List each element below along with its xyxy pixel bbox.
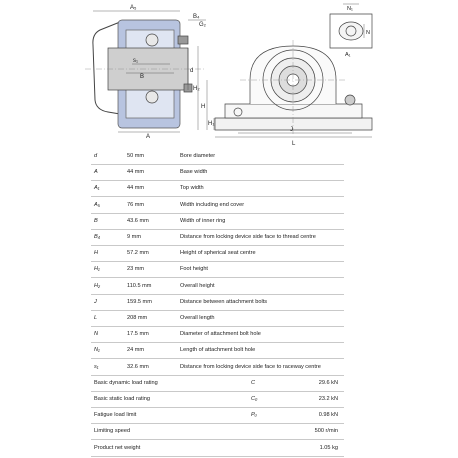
dimension-symbol: A₁ bbox=[94, 185, 100, 192]
dimension-symbol: B₄ bbox=[94, 234, 100, 240]
dimension-description: Width of inner ring bbox=[180, 217, 226, 224]
dimension-symbol: s₁ bbox=[94, 363, 99, 370]
label-h2: H₂ bbox=[193, 86, 200, 92]
label-j: J bbox=[290, 127, 293, 133]
dimension-symbol: J bbox=[94, 298, 97, 305]
property-row bbox=[91, 407, 344, 424]
dimension-value: 110.5 mm bbox=[127, 282, 152, 289]
section-view bbox=[85, 11, 206, 132]
dimension-value: 50 mm bbox=[127, 153, 145, 159]
property-value: 29.6 kN bbox=[318, 379, 338, 386]
property-value: 23.2 kN bbox=[318, 396, 338, 402]
ball-top bbox=[146, 34, 158, 46]
property-label: Product net weight bbox=[94, 444, 141, 451]
label-g2: G₂ bbox=[199, 22, 206, 28]
dimension-value: 44 mm bbox=[127, 185, 145, 192]
dimension-value: 24 mm bbox=[127, 347, 145, 354]
dimension-description: Diameter of attachment bolt hole bbox=[180, 331, 261, 338]
property-row bbox=[91, 391, 344, 408]
dimension-symbol: L bbox=[94, 315, 98, 321]
dimension-description: Distance between attachment bolts bbox=[180, 298, 268, 305]
dimension-symbol: A bbox=[94, 169, 98, 176]
dimension-symbol: N bbox=[94, 331, 99, 338]
dimension-description: Overall length bbox=[180, 315, 215, 321]
dimension-row bbox=[91, 261, 344, 278]
property-symbol: C bbox=[251, 379, 256, 386]
dimension-symbol: B bbox=[94, 217, 98, 224]
dimension-row bbox=[91, 310, 344, 327]
dimension-value: 17.5 mm bbox=[127, 331, 149, 338]
dimension-value: 32.6 mm bbox=[127, 363, 149, 370]
label-a5: A₅ bbox=[130, 5, 137, 11]
dimension-row bbox=[91, 180, 344, 197]
property-value: 1.05 kg bbox=[319, 444, 338, 451]
dimension-symbol: H₂ bbox=[94, 282, 101, 289]
dimension-row bbox=[91, 359, 344, 376]
dimension-row bbox=[91, 197, 344, 214]
label-n1: N₁ bbox=[347, 6, 353, 12]
dimension-value: 208 mm bbox=[127, 315, 148, 321]
dimension-row bbox=[91, 294, 344, 311]
dimension-description: Bore diameter bbox=[180, 153, 216, 159]
label-h1: H₁ bbox=[208, 121, 215, 127]
dimension-value: 76 mm bbox=[127, 201, 145, 208]
dimension-description: Distance from locking device side face to thread centre bbox=[180, 234, 316, 240]
label-b: B bbox=[140, 74, 145, 80]
dimension-row bbox=[91, 245, 344, 262]
property-label: Basic static load rating bbox=[94, 396, 150, 402]
dimension-value: 23 mm bbox=[127, 266, 145, 273]
label-h: H bbox=[201, 104, 206, 110]
property-label: Basic dynamic load rating bbox=[94, 379, 158, 386]
label-d: d bbox=[190, 68, 194, 74]
dimension-value: 44 mm bbox=[127, 169, 145, 176]
dimension-row bbox=[91, 213, 344, 230]
label-l: L bbox=[292, 141, 296, 147]
dimension-row bbox=[91, 278, 344, 295]
dimension-value: 159.5 mm bbox=[127, 298, 152, 305]
property-row bbox=[91, 440, 344, 457]
technical-drawing bbox=[0, 0, 458, 148]
dimension-description: Length of attachment bolt hole bbox=[180, 347, 256, 354]
dimension-row bbox=[91, 342, 344, 359]
dimension-row bbox=[91, 326, 344, 343]
label-a: A bbox=[146, 134, 151, 140]
dimension-symbol: d bbox=[94, 153, 98, 159]
ball-bottom bbox=[146, 91, 158, 103]
property-label: Limiting speed bbox=[94, 428, 131, 435]
dimension-description: Height of spherical seat centre bbox=[180, 250, 256, 257]
dimension-row bbox=[91, 229, 344, 246]
dimension-value: 57.2 mm bbox=[127, 250, 149, 257]
label-b4: B₄ bbox=[193, 14, 200, 20]
dimension-description: Width including end cover bbox=[180, 201, 245, 208]
dimension-description: Top width bbox=[180, 185, 204, 192]
dimension-description: Distance from locking device side face to raceway centre bbox=[180, 363, 321, 370]
dimension-symbol: A₅ bbox=[94, 201, 100, 208]
dimension-symbol: N₁ bbox=[94, 347, 100, 354]
dimension-symbol: H bbox=[94, 250, 99, 257]
dimension-symbol: H₁ bbox=[94, 266, 100, 273]
dimension-description: Base width bbox=[180, 169, 208, 176]
label-a1: A₁ bbox=[345, 52, 351, 58]
dimension-description: Overall height bbox=[180, 282, 215, 289]
property-label: Fatigue load limit bbox=[94, 412, 137, 419]
property-value: 500 r/min bbox=[314, 428, 338, 435]
dimension-value: 9 mm bbox=[127, 234, 141, 240]
label-n: N bbox=[366, 30, 370, 36]
property-symbol: C₀ bbox=[251, 396, 258, 402]
property-row bbox=[91, 423, 344, 440]
dimension-row bbox=[91, 164, 344, 181]
property-value: 0.98 kN bbox=[318, 412, 338, 419]
property-row bbox=[91, 375, 344, 392]
dimension-row bbox=[91, 148, 344, 165]
dimension-value: 43.6 mm bbox=[127, 217, 149, 224]
dimension-description: Foot height bbox=[180, 266, 208, 273]
property-symbol: Pᵤ bbox=[251, 412, 257, 419]
label-s1: s₁ bbox=[133, 58, 139, 64]
